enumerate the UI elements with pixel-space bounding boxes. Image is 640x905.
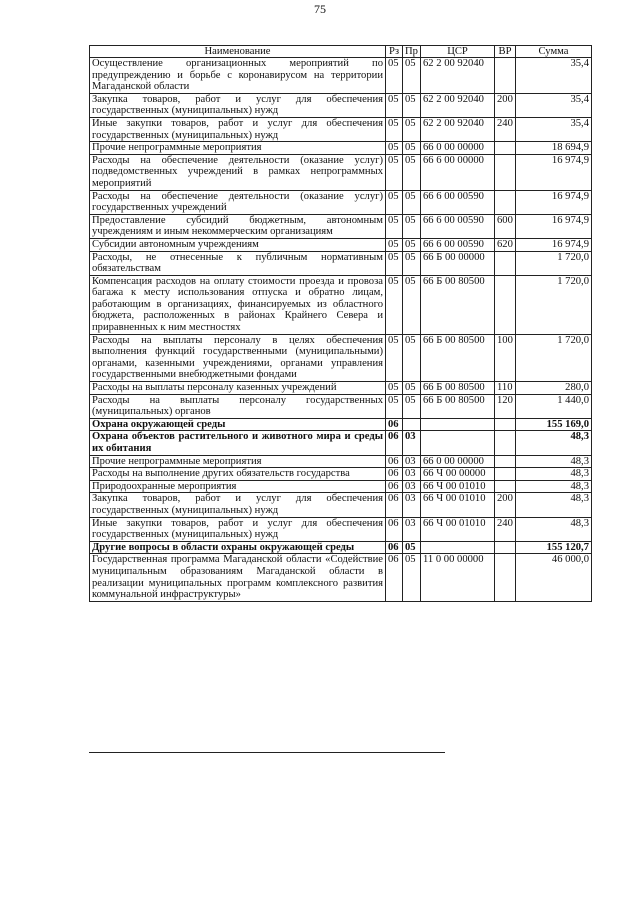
cell-name: Другие вопросы в области охраны окружающей среды: [90, 541, 386, 554]
header-csr: ЦСР: [421, 46, 495, 58]
cell-pr: 05: [403, 214, 421, 238]
table-row: [90, 93, 592, 117]
cell-name: Прочие непрограммные мероприятия: [90, 455, 386, 468]
cell-sum: 155 120,7: [516, 541, 592, 554]
cell-csr: 62 2 00 92040: [421, 93, 495, 117]
cell-pr: 05: [403, 142, 421, 155]
cell-vr: [495, 554, 516, 601]
cell-pr: 05: [403, 238, 421, 251]
table-row: [90, 117, 592, 141]
cell-rz: 05: [386, 275, 403, 334]
table-row: [90, 382, 592, 395]
cell-csr: 66 Ч 00 01010: [421, 480, 495, 493]
cell-csr: 66 Б 00 00000: [421, 251, 495, 275]
cell-pr: 05: [403, 382, 421, 395]
cell-name: Расходы на выплаты персоналу государственных (муниципальных) органов: [90, 394, 386, 418]
cell-sum: 16 974,9: [516, 214, 592, 238]
cell-rz: 05: [386, 58, 403, 94]
cell-vr: 100: [495, 334, 516, 381]
cell-vr: 620: [495, 238, 516, 251]
cell-rz: 06: [386, 418, 403, 431]
table-row: [90, 251, 592, 275]
cell-sum: 1 720,0: [516, 275, 592, 334]
cell-name: Закупка товаров, работ и услуг для обеспечения государственных (муниципальных) нужд: [90, 93, 386, 117]
cell-sum: 48,3: [516, 431, 592, 455]
cell-vr: [495, 431, 516, 455]
table-row: [90, 190, 592, 214]
cell-pr: 03: [403, 517, 421, 541]
cell-vr: 200: [495, 93, 516, 117]
table-row: [90, 541, 592, 554]
cell-name: Расходы на выплаты персоналу в целях обеспечения выполнения функций государственными (муниципальными) органами, казенными учреждениями, органами управления государственными внебюджетными фондами: [90, 334, 386, 381]
header-rz: Рз: [386, 46, 403, 58]
cell-pr: [403, 418, 421, 431]
table-row: [90, 431, 592, 455]
cell-csr: 66 6 00 00590: [421, 190, 495, 214]
cell-csr: 66 0 00 00000: [421, 455, 495, 468]
table-row: [90, 58, 592, 94]
cell-sum: 35,4: [516, 117, 592, 141]
cell-name: Охрана окружающей среды: [90, 418, 386, 431]
cell-rz: 05: [386, 334, 403, 381]
cell-vr: [495, 480, 516, 493]
header-vr: ВР: [495, 46, 516, 58]
cell-pr: 03: [403, 468, 421, 481]
cell-pr: 05: [403, 117, 421, 141]
cell-sum: 35,4: [516, 93, 592, 117]
cell-rz: 05: [386, 154, 403, 190]
cell-sum: 1 720,0: [516, 251, 592, 275]
cell-pr: 05: [403, 251, 421, 275]
cell-sum: 46 000,0: [516, 554, 592, 601]
cell-sum: 1 720,0: [516, 334, 592, 381]
cell-csr: 66 Б 00 80500: [421, 334, 495, 381]
cell-csr: 11 0 00 00000: [421, 554, 495, 601]
table-row: [90, 334, 592, 381]
cell-rz: 05: [386, 394, 403, 418]
cell-vr: 200: [495, 493, 516, 517]
cell-pr: 05: [403, 93, 421, 117]
cell-rz: 05: [386, 214, 403, 238]
cell-vr: [495, 154, 516, 190]
cell-name: Расходы, не отнесенные к публичным нормативным обязательствам: [90, 251, 386, 275]
cell-csr: 62 2 00 92040: [421, 117, 495, 141]
table-row: [90, 154, 592, 190]
cell-rz: 05: [386, 382, 403, 395]
cell-name: Охрана объектов растительного и животного мира и среды их обитания: [90, 431, 386, 455]
header-name: Наименование: [90, 46, 386, 58]
cell-sum: 48,3: [516, 480, 592, 493]
cell-rz: 06: [386, 455, 403, 468]
cell-rz: 05: [386, 190, 403, 214]
table-header: [90, 46, 592, 58]
cell-csr: 66 6 00 00000: [421, 154, 495, 190]
cell-name: Природоохранные мероприятия: [90, 480, 386, 493]
cell-vr: [495, 468, 516, 481]
cell-csr: 66 6 00 00590: [421, 238, 495, 251]
table-body: [90, 58, 592, 602]
cell-name: Государственная программа Магаданской области «Содействие муниципальным образованиям Магаданской области в реализации муниципальных программ комплексного развития коммунальной инфраструктуры»: [90, 554, 386, 601]
cell-rz: 06: [386, 493, 403, 517]
cell-rz: 05: [386, 238, 403, 251]
cell-sum: 48,3: [516, 517, 592, 541]
header-pr: Пр: [403, 46, 421, 58]
table-row: [90, 554, 592, 601]
table-row: [90, 480, 592, 493]
cell-name: Расходы на обеспечение деятельности (оказание услуг) подведомственных учреждений в рамках непрограммных мероприятий: [90, 154, 386, 190]
bottom-rule: [89, 752, 445, 753]
cell-csr: 66 Б 00 80500: [421, 394, 495, 418]
cell-csr: [421, 541, 495, 554]
cell-rz: 05: [386, 251, 403, 275]
cell-sum: 280,0: [516, 382, 592, 395]
cell-vr: 110: [495, 382, 516, 395]
cell-csr: 66 Б 00 80500: [421, 275, 495, 334]
cell-name: Осуществление организационных мероприятий по предупреждению и борьбе с коронавирусом на территории Магаданской области: [90, 58, 386, 94]
cell-rz: 06: [386, 431, 403, 455]
cell-name: Предоставление субсидий бюджетным, автономным учреждениям и иным некоммерческим организациям: [90, 214, 386, 238]
table-row: [90, 275, 592, 334]
cell-vr: [495, 142, 516, 155]
cell-name: Иные закупки товаров, работ и услуг для обеспечения государственных (муниципальных) нужд: [90, 517, 386, 541]
table-row: [90, 142, 592, 155]
cell-sum: 16 974,9: [516, 238, 592, 251]
cell-sum: 155 169,0: [516, 418, 592, 431]
cell-csr: 66 Ч 00 00000: [421, 468, 495, 481]
cell-pr: 03: [403, 480, 421, 493]
cell-csr: 66 Ч 00 01010: [421, 493, 495, 517]
cell-name: Компенсация расходов на оплату стоимости проезда и провоза багажа к месту использования отпуска и обратно лицам, работающим в организациях, финансируемых из областного бюджета, расположенных в районах Крайнего Севера и приравненных к ним местностях: [90, 275, 386, 334]
header-row: [90, 46, 592, 58]
table-row: [90, 214, 592, 238]
cell-pr: 05: [403, 541, 421, 554]
cell-sum: 48,3: [516, 493, 592, 517]
table-row: [90, 394, 592, 418]
page-number: 75: [314, 2, 326, 16]
cell-sum: 48,3: [516, 455, 592, 468]
cell-sum: 35,4: [516, 58, 592, 94]
cell-name: Прочие непрограммные мероприятия: [90, 142, 386, 155]
cell-sum: 18 694,9: [516, 142, 592, 155]
cell-name: Расходы на обеспечение деятельности (оказание услуг) государственных учреждений: [90, 190, 386, 214]
cell-rz: 06: [386, 541, 403, 554]
cell-vr: [495, 275, 516, 334]
cell-vr: [495, 541, 516, 554]
cell-pr: 05: [403, 394, 421, 418]
cell-csr: 66 Б 00 80500: [421, 382, 495, 395]
cell-rz: 06: [386, 468, 403, 481]
cell-name: Закупка товаров, работ и услуг для обеспечения государственных (муниципальных) нужд: [90, 493, 386, 517]
cell-rz: 05: [386, 142, 403, 155]
header-sum: Сумма: [516, 46, 592, 58]
cell-pr: 03: [403, 455, 421, 468]
cell-vr: [495, 58, 516, 94]
cell-csr: [421, 418, 495, 431]
cell-vr: [495, 418, 516, 431]
cell-rz: 05: [386, 117, 403, 141]
cell-rz: 06: [386, 554, 403, 601]
cell-pr: 05: [403, 154, 421, 190]
cell-sum: 48,3: [516, 468, 592, 481]
table-row: [90, 238, 592, 251]
cell-vr: 240: [495, 117, 516, 141]
cell-vr: 120: [495, 394, 516, 418]
cell-pr: 03: [403, 493, 421, 517]
cell-pr: 05: [403, 190, 421, 214]
cell-csr: 66 0 00 00000: [421, 142, 495, 155]
cell-pr: 05: [403, 275, 421, 334]
cell-rz: 05: [386, 93, 403, 117]
table-row: [90, 455, 592, 468]
table-row: [90, 493, 592, 517]
cell-pr: 05: [403, 58, 421, 94]
cell-name: Расходы на выполнение других обязательств государства: [90, 468, 386, 481]
table-row: [90, 517, 592, 541]
cell-rz: 06: [386, 480, 403, 493]
cell-csr: 62 2 00 92040: [421, 58, 495, 94]
table-row: [90, 468, 592, 481]
cell-vr: [495, 251, 516, 275]
cell-vr: [495, 190, 516, 214]
budget-table: [89, 45, 592, 602]
cell-vr: [495, 455, 516, 468]
cell-pr: 05: [403, 554, 421, 601]
cell-pr: 05: [403, 334, 421, 381]
cell-csr: [421, 431, 495, 455]
cell-csr: 66 Ч 00 01010: [421, 517, 495, 541]
cell-pr: 03: [403, 431, 421, 455]
table-row: [90, 418, 592, 431]
cell-csr: 66 6 00 00590: [421, 214, 495, 238]
cell-sum: 1 440,0: [516, 394, 592, 418]
cell-rz: 06: [386, 517, 403, 541]
cell-sum: 16 974,9: [516, 154, 592, 190]
cell-name: Расходы на выплаты персоналу казенных учреждений: [90, 382, 386, 395]
cell-vr: 600: [495, 214, 516, 238]
cell-vr: 240: [495, 517, 516, 541]
cell-name: Субсидии автономным учреждениям: [90, 238, 386, 251]
cell-sum: 16 974,9: [516, 190, 592, 214]
cell-name: Иные закупки товаров, работ и услуг для обеспечения государственных (муниципальных) нужд: [90, 117, 386, 141]
